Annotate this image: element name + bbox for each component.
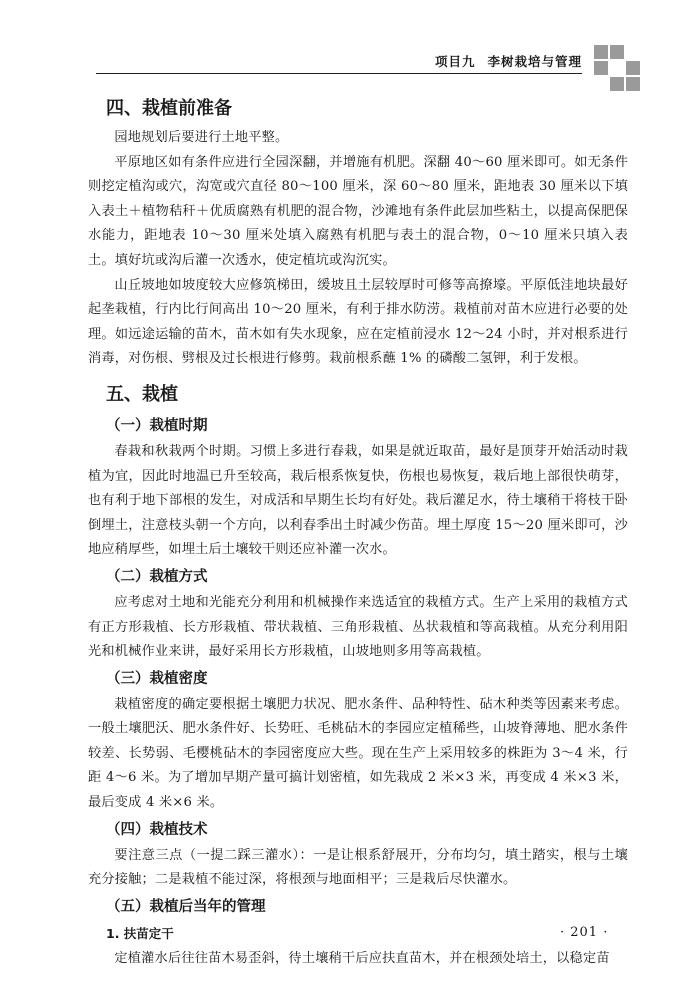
paragraph: 应考虑对土地和光能充分利用和机械操作来选适宜的栽植方式。生产上采用的栽植方式有正方形栽植、长方形栽植、带状栽植、三角形栽植、丛状栽植和等高栽植。从充分利用阳光和机械作业来讲，最好采用长方形栽植，山坡地则多用等高栽植。 [88,594,628,660]
paragraph: 春栽和秋栽两个时期。习惯上多进行春栽，如果是就近取苗，最好是顶芽开始活动时栽植为宜，因此时地温已升至较高，栽后根系恢复快，伤根也易恢复，栽后地上部很快萌芽，也有利于地下部根的发生，对成活和早期生长均有好处。栽后灌足水，待土壤稍干将枝干卧倒埋土，注意枝头朝一个方向，以利春季出土时减少伤苗。埋土厚度 15～20 厘米即可，沙地应稍厚些，如埋土后土壤较干则还应补灌一次水。 [88,443,628,558]
page-number: · 201 · [560,925,609,940]
paragraph: 园地规划后要进行土地平整。 [114,130,289,145]
page-body [88,92,628,971]
subsection-heading: （二）栽植方式 [106,568,208,585]
subsection-heading: （四）栽植技术 [106,821,208,838]
section-5-heading: 五、栽植 [106,383,178,405]
paragraph: 山丘坡地如坡度较大应修筑梯田，缓坡且土层较厚时可修等高撩壕。平原低洼地块最好起垄栽植，行内比行间高出 10～20 厘米，有利于排水防涝。栽植前对苗木应进行必要的处理。如远途运输的苗木，苗木如有失水现象，应在定植前浸水 12～24 小时，并对根系进行消毒，对伤根、劈根及过长根进行修剪。栽前根系蘸 1% 的磷酸二氢钾，利于发根。 [88,277,628,367]
running-header [96,52,582,74]
corner-block-decoration [594,45,640,91]
paragraph: 平原地区如有条件应进行全园深翻，并增施有机肥。深翻 40～60 厘米即可。如无条件则挖定植沟或穴，沟宽或穴直径 80～100 厘米，深 60～80 厘米，距地表 30 厘米以下填入表土＋植物秸秆＋优质腐熟有机肥的混合物，沙滩地有条件此层加些粘土，以提高保肥保水能力，距地表 10～30 厘米处填入腐熟有机肥与表土的混合物，0～10 厘米只填入表土。填好坑或沟后灌一次透水，使定植坑或沟沉实。 [88,154,628,268]
header-title: 李树栽培与管理 [487,54,582,69]
paragraph: 要注意三点（一提二踩三灌水）：一是让根系舒展开，分布均匀，填土踏实，根与土壤充分接触；二是栽植不能过深，将根颈与地面相平；三是栽后尽快灌水。 [88,847,628,888]
header-chapter: 项目九 [434,54,476,69]
sub-subsection-heading: 1. 扶苗定干 [106,925,174,941]
paragraph: 栽植密度的确定要根据土壤肥力状况、肥水条件、品种特性、砧木种类等因素来考虑。一般土壤肥沃、肥水条件好、长势旺、毛桃砧木的李园应定植稀些，山坡脊薄地、肥水条件较差、长势弱、毛樱桃砧木的李园密度应大些。现在生产上采用较多的株距为 3～4 米，行距 4～6 米。为了增加早期产量可搞计划密植，如先栽成 2 米×3 米，再变成 4 米×3 米，最后变成 4 米×6 米。 [88,696,628,811]
paragraph: 定植灌水后往往苗木易歪斜，待土壤稍干后应扶直苗木，并在根颈处培土，以稳定苗 [114,950,610,966]
subsection-heading: （五）栽植后当年的管理 [106,898,266,915]
subsection-heading: （一）栽植时期 [106,417,208,434]
subsection-heading: （三）栽植密度 [106,670,208,687]
section-4-heading: 四、栽植前准备 [106,98,232,119]
